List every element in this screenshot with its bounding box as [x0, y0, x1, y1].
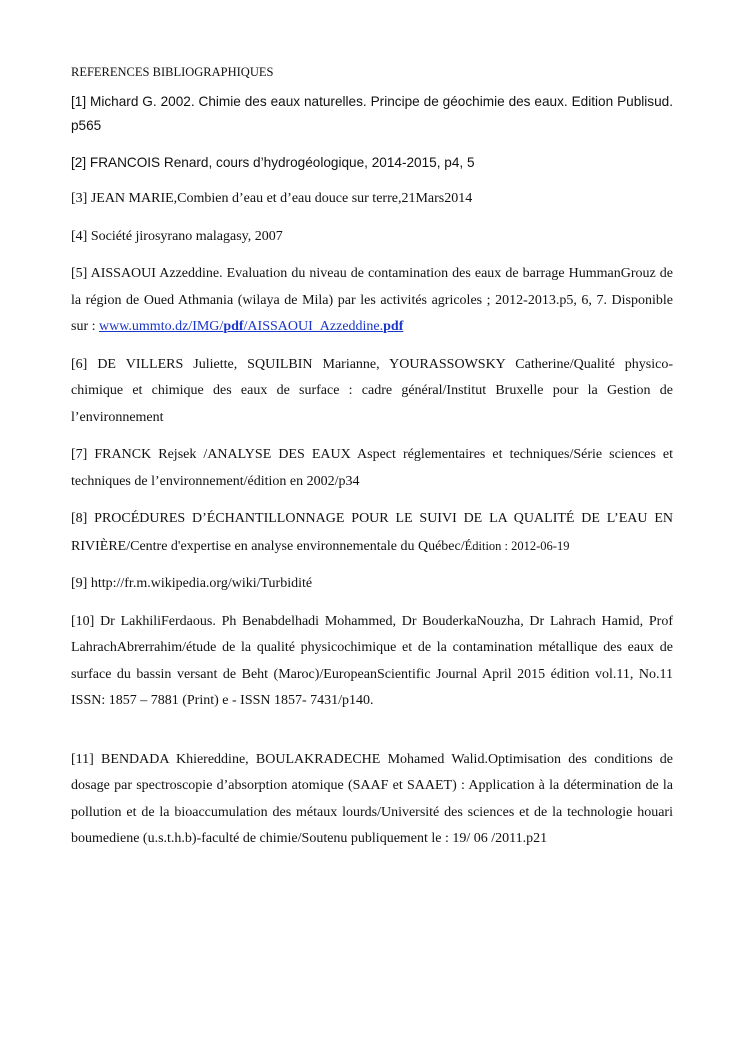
page-title: REFERENCES BIBLIOGRAPHIQUES [71, 65, 274, 79]
reference-6: [6] DE VILLERS Juliette, SQUILBIN Marianne, YOURASSOWSKY Catherine/Qualité physico-chimique et chimique des eaux de surface : cadre général/Institut Bruxelle pour la Gestion de l’environnement [71, 356, 673, 425]
reference-1: [1] Michard G. 2002. Chimie des eaux naturelles. Principe de géochimie des eaux. Edition Publisud. p565 [71, 94, 673, 133]
reference-11: [11] BENDADA Khiereddine, BOULAKRADECHE Mohamed Walid.Optimisation des conditions de dosage par spectroscopie d’absorption atomique (SAAF et SAAET) : Application à la détermination de la pollution et de la bioaccumulation des métaux lourds/Université des sciences et de la technologie houari boumediene (u.s.t.h.b)-faculté de chimie/Soutenu publiquement le : 19/ 06 /2011.p21 [71, 751, 673, 846]
reference-9: [9] http://fr.m.wikipedia.org/wiki/Turbidité [71, 576, 313, 591]
reference-5-text: [5] AISSAOUI Azzeddine. Evaluation du niveau de contamination des eaux de barrage HummanGrouz de la région de Oued Athmania (wilaya de Mila) par les activités agricoles ; 2012-2013.p5, 6, 7. Disponible sur : [71, 266, 673, 334]
reference-3: [3] JEAN MARIE,Combien d’eau et d’eau douce sur terre,21Mars2014 [71, 191, 473, 206]
reference-8 [71, 506, 673, 560]
reference-5 [71, 261, 673, 341]
reference-8-text: [8] PROCÉDURES D’ÉCHANTILLONNAGE POUR LE SUIVI DE LA QUALITÉ DE L’EAU EN RIVIÈRE/Centre d'expertise en analyse environnementale du Québec/ [71, 511, 673, 554]
reference-8-edition: Édition : 2012-06-19 [464, 538, 570, 553]
reference-5-link[interactable]: www.ummto.dz/IMG/pdf/AISSAOUI_Azzeddine.pdf [99, 319, 404, 334]
reference-4: [4] Société jirosyrano malagasy, 2007 [71, 228, 283, 244]
document-page [71, 64, 673, 853]
reference-7: [7] FRANCK Rejsek /ANALYSE DES EAUX Aspect réglementaires et techniques/Série sciences et techniques de l’environnement/édition en 2002/p34 [71, 447, 673, 489]
reference-10: [10] Dr LakhiliFerdaous. Ph Benabdelhadi Mohammed, Dr BouderkaNouzha, Dr Lahrach Hamid, Prof LahrachAbrerrahim/étude de la qualité physicochimique et de la contamination métallique des eaux de surface du bassin versant de Beht (Maroc)/EuropeanScientific Journal April 2015 édition vol.11, No.11 ISSN: 1857 – 7881 (Print) e - ISSN 1857- 7431/p140. [71, 613, 673, 708]
reference-2: [2] FRANCOIS Renard, cours d’hydrogéologique, 2014-2015, p4, 5 [71, 155, 475, 170]
